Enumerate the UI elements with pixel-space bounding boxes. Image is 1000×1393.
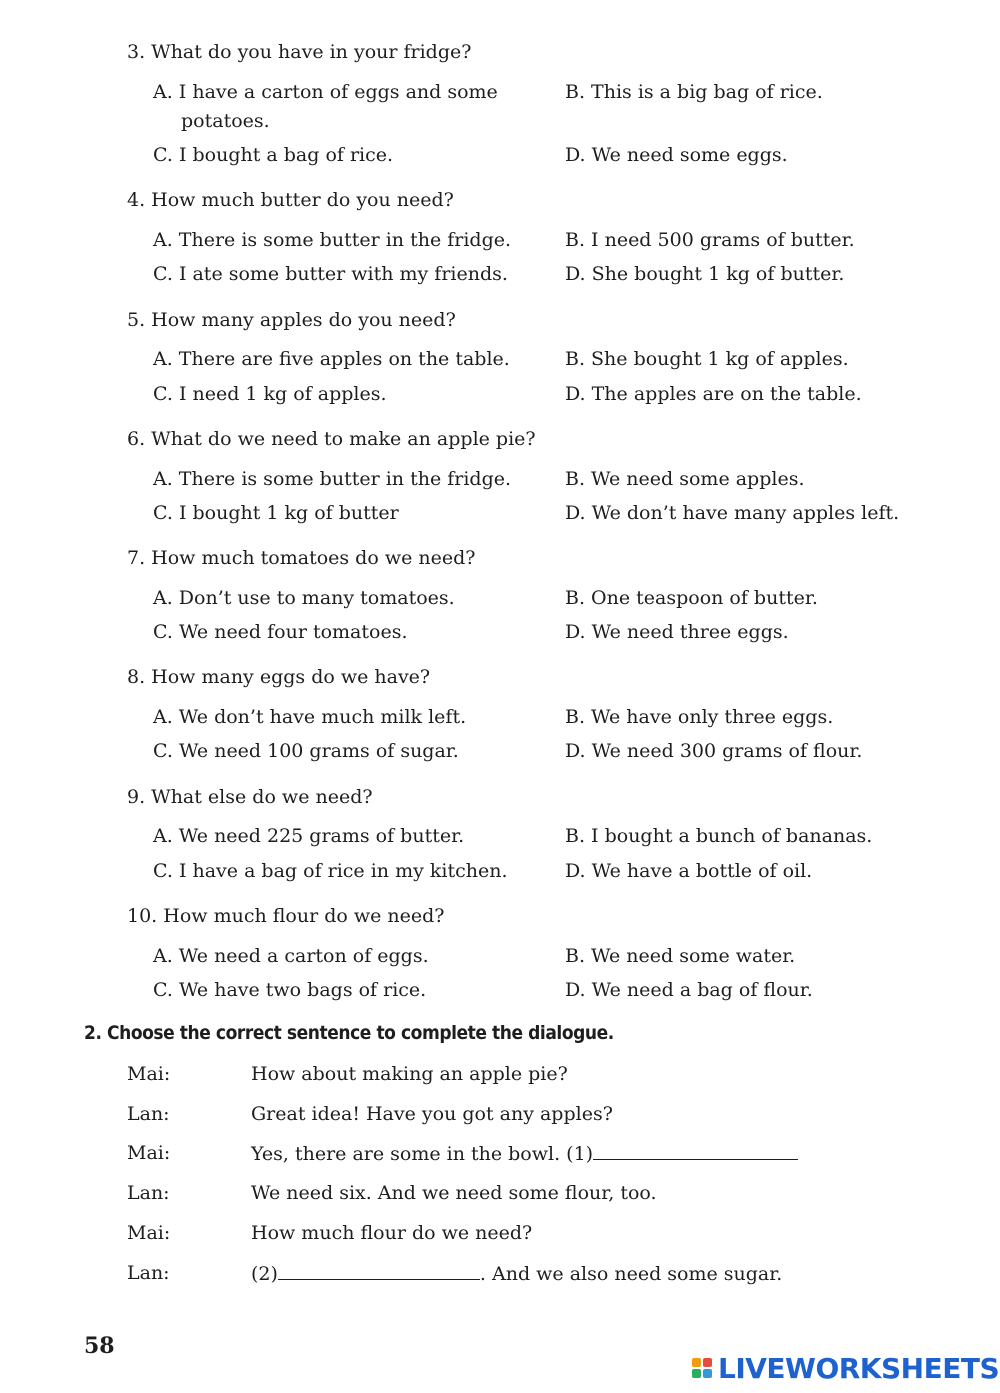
dialogue-line: How much flour do we need? <box>251 1222 533 1244</box>
logo-square-icon <box>703 1369 712 1378</box>
page-number: 58 <box>84 1333 115 1359</box>
option-4a[interactable]: A. There is some butter in the fridge. <box>153 229 512 251</box>
dialogue-text: Yes, there are some in the bowl. (1) <box>251 1143 594 1165</box>
question-4: 4. How much butter do you need? <box>127 189 454 211</box>
option-3c[interactable]: C. I bought a bag of rice. <box>153 144 394 166</box>
option-3a-line2: potatoes. <box>181 110 270 132</box>
option-8d[interactable]: D. We need 300 grams of flour. <box>565 740 863 762</box>
option-3b[interactable]: B. This is a big bag of rice. <box>565 81 823 103</box>
dialogue-line: Great idea! Have you got any apples? <box>251 1103 613 1125</box>
option-8b[interactable]: B. We have only three eggs. <box>565 706 834 728</box>
dialogue-speaker: Lan: <box>127 1262 170 1284</box>
option-7a[interactable]: A. Don’t use to many tomatoes. <box>153 587 455 609</box>
dialogue-line: How about making an apple pie? <box>251 1063 568 1085</box>
option-7b[interactable]: B. One teaspoon of butter. <box>565 587 818 609</box>
option-5d[interactable]: D. The apples are on the table. <box>565 383 862 405</box>
dialogue-text-post: . And we also need some sugar. <box>479 1263 783 1285</box>
option-6d[interactable]: D. We don’t have many apples left. <box>565 502 900 524</box>
logo-square-icon <box>692 1369 701 1378</box>
option-5b[interactable]: B. She bought 1 kg of apples. <box>565 348 849 370</box>
option-5c[interactable]: C. I need 1 kg of apples. <box>153 383 387 405</box>
answer-blank-2[interactable] <box>278 1261 480 1280</box>
option-9c[interactable]: C. I have a bag of rice in my kitchen. <box>153 860 508 882</box>
logo-square-icon <box>692 1358 701 1367</box>
option-3a-line1: A. I have a carton of eggs and some <box>153 81 498 103</box>
option-8c[interactable]: C. We need 100 grams of sugar. <box>153 740 459 762</box>
dialogue-speaker: Mai: <box>127 1142 171 1164</box>
option-9a[interactable]: A. We need 225 grams of butter. <box>153 825 465 847</box>
dialogue-text-pre: (2) <box>251 1263 278 1285</box>
option-6a[interactable]: A. There is some butter in the fridge. <box>153 468 512 490</box>
option-10b[interactable]: B. We need some water. <box>565 945 796 967</box>
answer-blank-1[interactable] <box>593 1141 798 1160</box>
dialogue-speaker: Lan: <box>127 1182 170 1204</box>
option-8a[interactable]: A. We don’t have much milk left. <box>153 706 467 728</box>
option-3a[interactable] <box>153 80 498 133</box>
logo-mark-icon <box>692 1358 712 1378</box>
question-3: 3. What do you have in your fridge? <box>127 41 472 63</box>
option-6c[interactable]: C. I bought 1 kg of butter <box>153 502 399 524</box>
option-7c[interactable]: C. We need four tomatoes. <box>153 621 408 643</box>
option-3d[interactable]: D. We need some eggs. <box>565 144 788 166</box>
dialogue-speaker: Mai: <box>127 1222 171 1244</box>
question-10: 10. How much flour do we need? <box>127 905 445 927</box>
question-5: 5. How many apples do you need? <box>127 309 456 331</box>
option-4b[interactable]: B. I need 500 grams of butter. <box>565 229 855 251</box>
option-4d[interactable]: D. She bought 1 kg of butter. <box>565 263 845 285</box>
dialogue-line-blank-2 <box>251 1261 782 1286</box>
option-9d[interactable]: D. We have a bottle of oil. <box>565 860 813 882</box>
question-9: 9. What else do we need? <box>127 786 373 808</box>
section-2-heading: 2. Choose the correct sentence to complete the dialogue. <box>84 1022 614 1044</box>
option-7d[interactable]: D. We need three eggs. <box>565 621 789 643</box>
option-5a[interactable]: A. There are five apples on the table. <box>153 348 510 370</box>
option-10a[interactable]: A. We need a carton of eggs. <box>153 945 429 967</box>
option-10c[interactable]: C. We have two bags of rice. <box>153 979 427 1001</box>
dialogue-speaker: Lan: <box>127 1103 170 1125</box>
question-8: 8. How many eggs do we have? <box>127 666 431 688</box>
liveworksheets-logo <box>692 1352 999 1384</box>
option-9b[interactable]: B. I bought a bunch of bananas. <box>565 825 873 847</box>
dialogue-line: We need six. And we need some flour, too. <box>251 1182 657 1204</box>
logo-text: LIVEWORKSHEETS <box>718 1351 1000 1385</box>
question-7: 7. How much tomatoes do we need? <box>127 547 476 569</box>
option-4c[interactable]: C. I ate some butter with my friends. <box>153 263 508 285</box>
dialogue-speaker: Mai: <box>127 1063 171 1085</box>
question-6: 6. What do we need to make an apple pie? <box>127 428 536 450</box>
option-6b[interactable]: B. We need some apples. <box>565 468 805 490</box>
option-10d[interactable]: D. We need a bag of flour. <box>565 979 813 1001</box>
dialogue-line-blank-1 <box>251 1141 798 1166</box>
logo-square-icon <box>703 1358 712 1367</box>
